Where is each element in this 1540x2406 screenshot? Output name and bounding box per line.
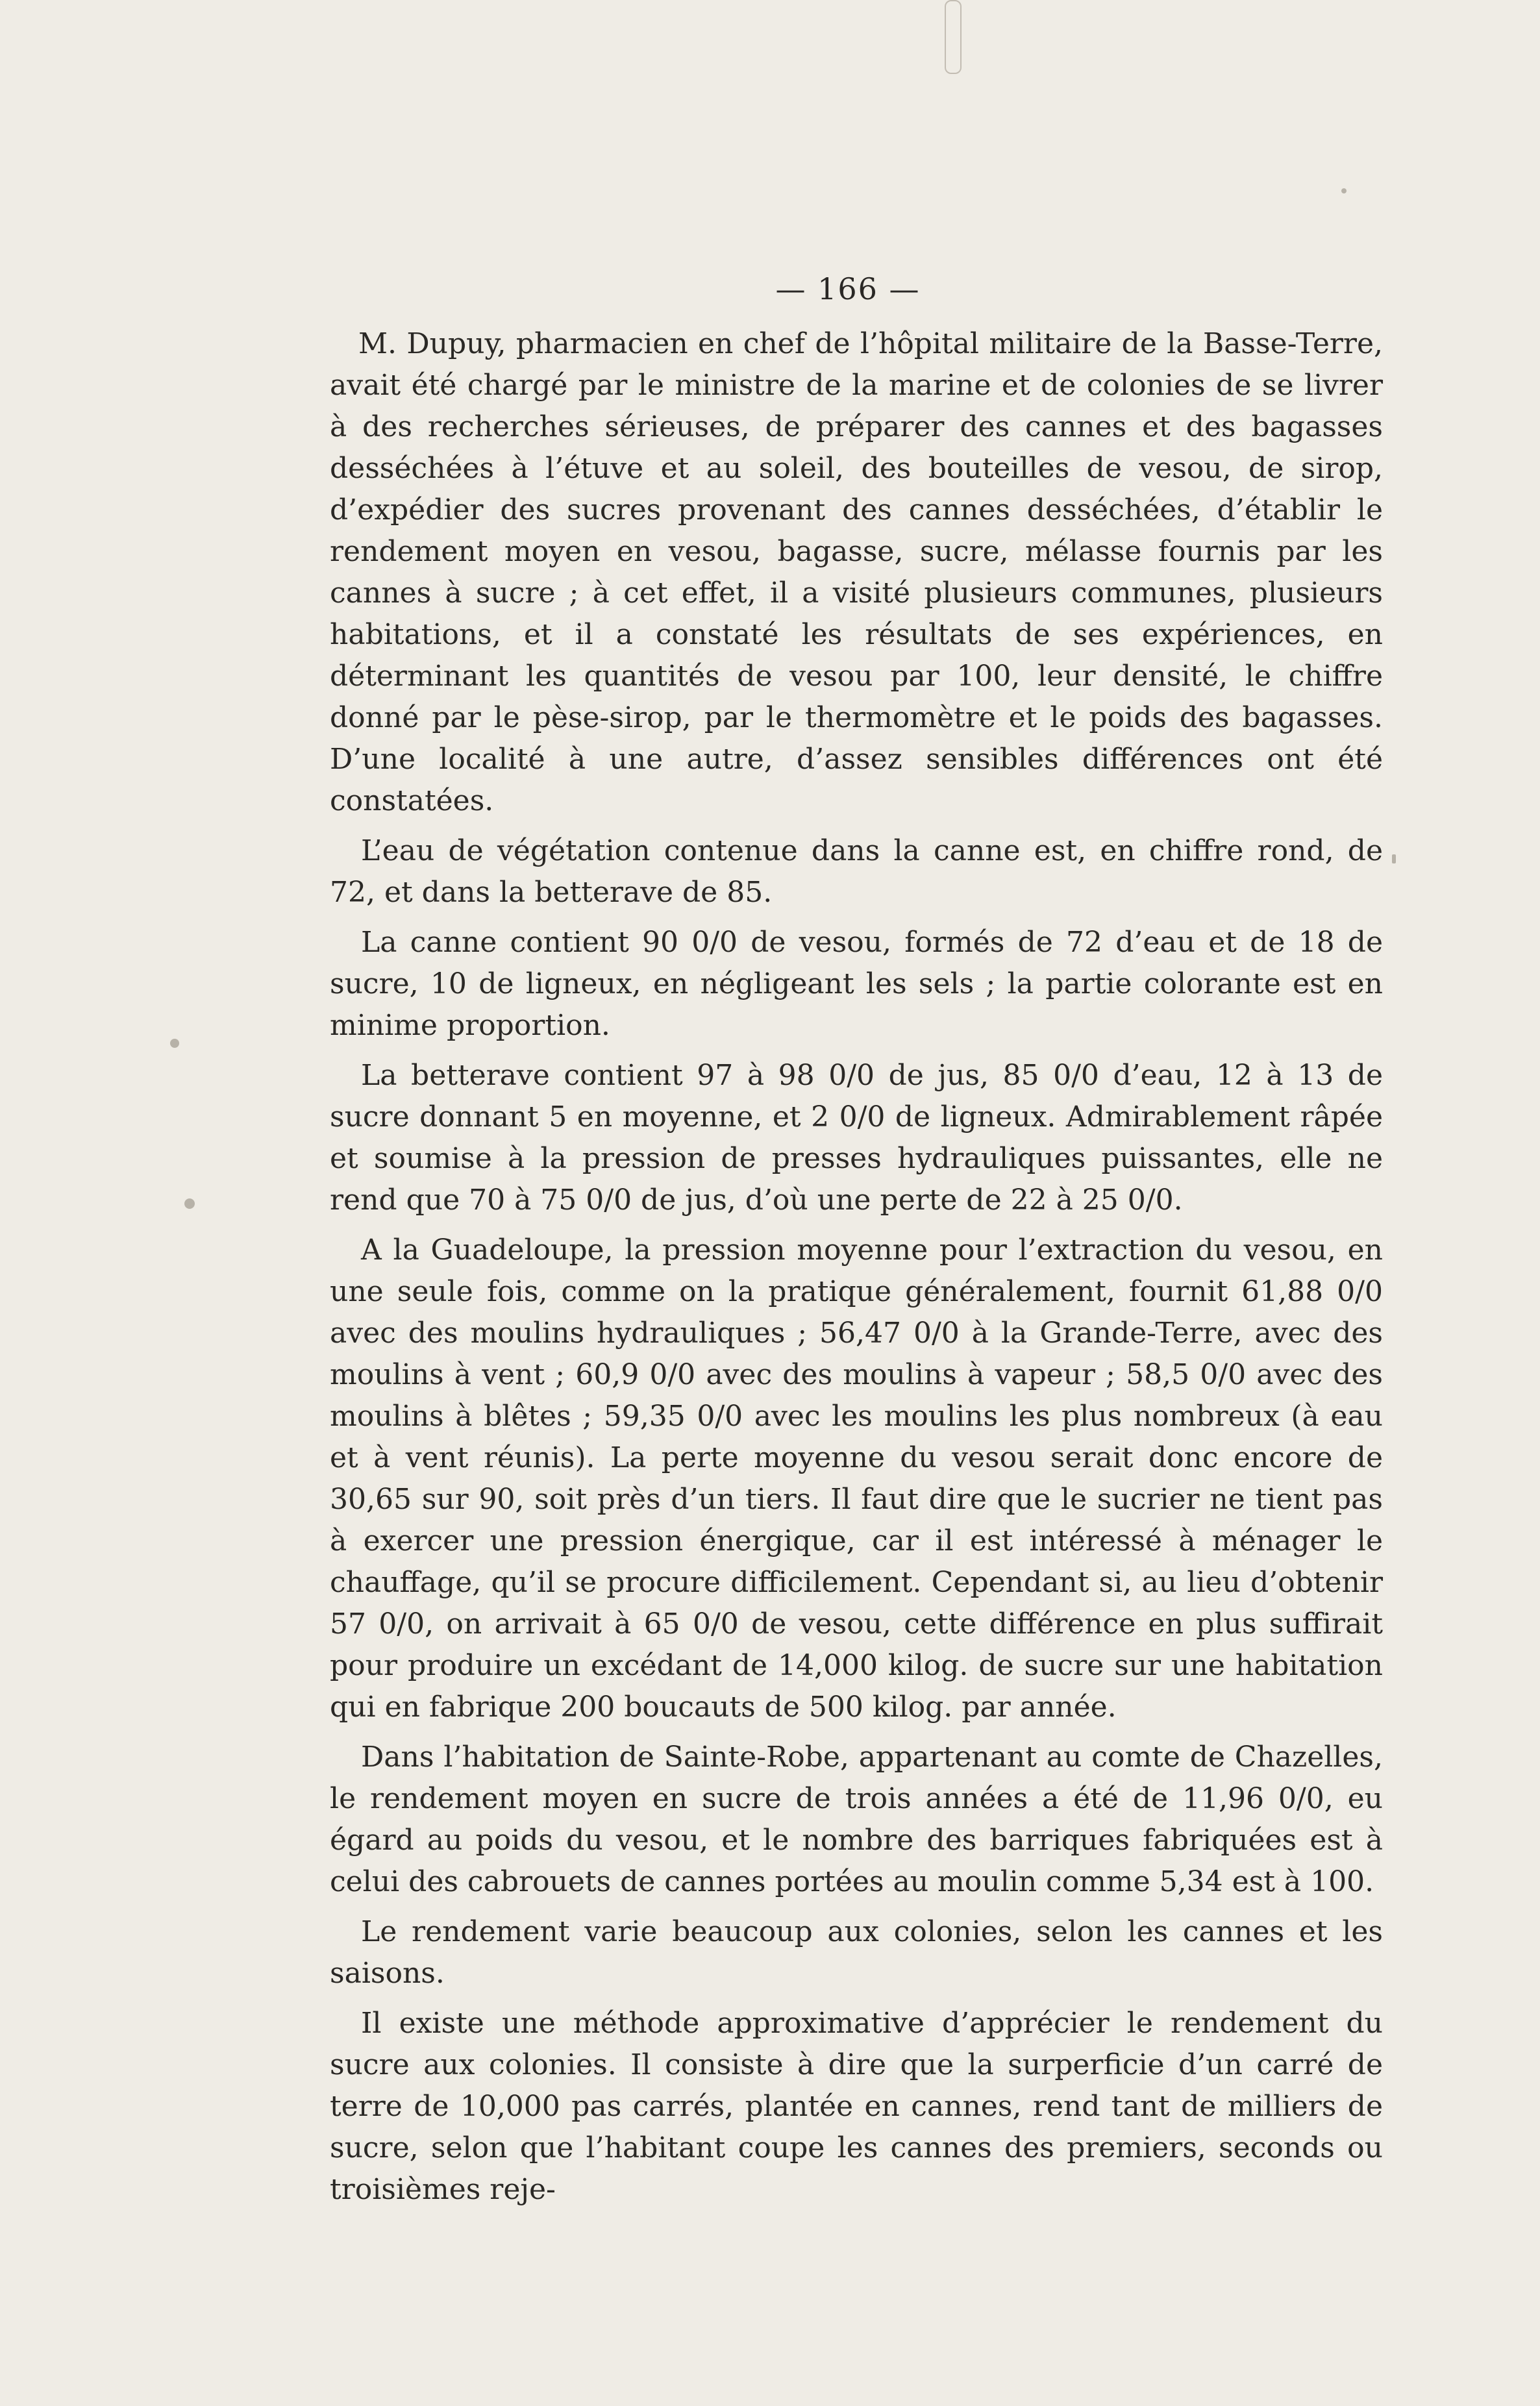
paragraph: Le rendement varie beaucoup aux colonies, selon les cannes et les saisons.	[330, 1915, 1383, 1990]
paper-speck	[184, 1198, 195, 1209]
page-number: — 166 —	[775, 271, 921, 306]
paper-speck	[170, 1039, 179, 1048]
body-text	[330, 323, 1383, 2219]
paper-speck	[1341, 188, 1347, 193]
paper-speck	[1392, 854, 1396, 863]
paragraph: A la Guadeloupe, la pression moyenne pour l’extraction du vesou, en une seule fois, comme on la pratique généralement, fournit 61,88 0/0 avec des moulins hydrauliques ; 56,47 0/0 à la Grande-Terre, avec des moulins à vent ; 60,9 0/0 avec des moulins à vapeur ; 58,5 0/0 avec des moulins à blêtes ; 59,35 0/0 avec les moulins les plus nombreux (à eau et à vent réunis). La perte moyenne du vesou serait donc encore de 30,65 sur 90, soit près d’un tiers. Il faut dire que le sucrier ne tient pas à exercer une pression énergique, car il est intéressé à ménager le chauffage, qu’il se procure difficilement. Cependant si, au lieu d’obtenir 57 0/0, on arrivait à 65 0/0 de vesou, cette différence en plus suffirait pour produire un excédant de 14,000 kilog. de sucre sur une habitation qui en fabrique 200 boucauts de 500 kilog. par année.	[330, 1234, 1383, 1724]
paragraph: Il existe une méthode approximative d’apprécier le rendement du sucre aux colonies. Il consiste à dire que la surperficie d’un carré de terre de 10,000 pas carrés, plantée en cannes, rend tant de milliers de sucre, selon que l’habitant coupe les cannes des premiers, seconds ou troisièmes reje-	[330, 2007, 1383, 2206]
paragraph: L’eau de végétation contenue dans la canne est, en chiffre rond, de 72, et dans la betterave de 85.	[330, 834, 1383, 909]
paragraph: Dans l’habitation de Sainte-Robe, appartenant au comte de Chazelles, le rendement moyen en sucre de trois années a été de 11,96 0/0, eu égard au poids du vesou, et le nombre des barriques fabriquées est à celui des cabrouets de cannes portées au moulin comme 5,34 est à 100.	[330, 1741, 1383, 1898]
paragraph: M. Dupuy, pharmacien en chef de l’hôpital militaire de la Basse-Terre, avait été chargé par le ministre de la marine et de colonies de se livrer à des recherches sérieuses, de préparer des cannes et des bagasses desséchées à l’étuve et au soleil, des bouteilles de vesou, de sirop, d’expédier des sucres provenant des cannes desséchées, d’établir le rendement moyen en vesou, bagasse, sucre, mélasse fournis par les cannes à sucre ; à cet effet, il a visité plusieurs communes, plusieurs habitations, et il a constaté les résultats de ses expériences, en déterminant les quantités de vesou par 100, leur densité, le chiffre donné par le pèse-sirop, par le thermomètre et le poids des bagasses. D’une localité à une autre, d’assez sensibles différences ont été constatées.	[330, 327, 1383, 817]
paragraph: La betterave contient 97 à 98 0/0 de jus, 85 0/0 d’eau, 12 à 13 de sucre donnant 5 en moyenne, et 2 0/0 de ligneux. Admirablement râpée et soumise à la pression de presses hydrauliques puissantes, elle ne rend que 70 à 75 0/0 de jus, d’où une perte de 22 à 25 0/0.	[330, 1059, 1383, 1217]
binding-mark	[945, 0, 962, 74]
paragraph: La canne contient 90 0/0 de vesou, formés de 72 d’eau et de 18 de sucre, 10 de ligneux, en négligeant les sels ; la partie colorante est en minime proportion.	[330, 926, 1383, 1042]
